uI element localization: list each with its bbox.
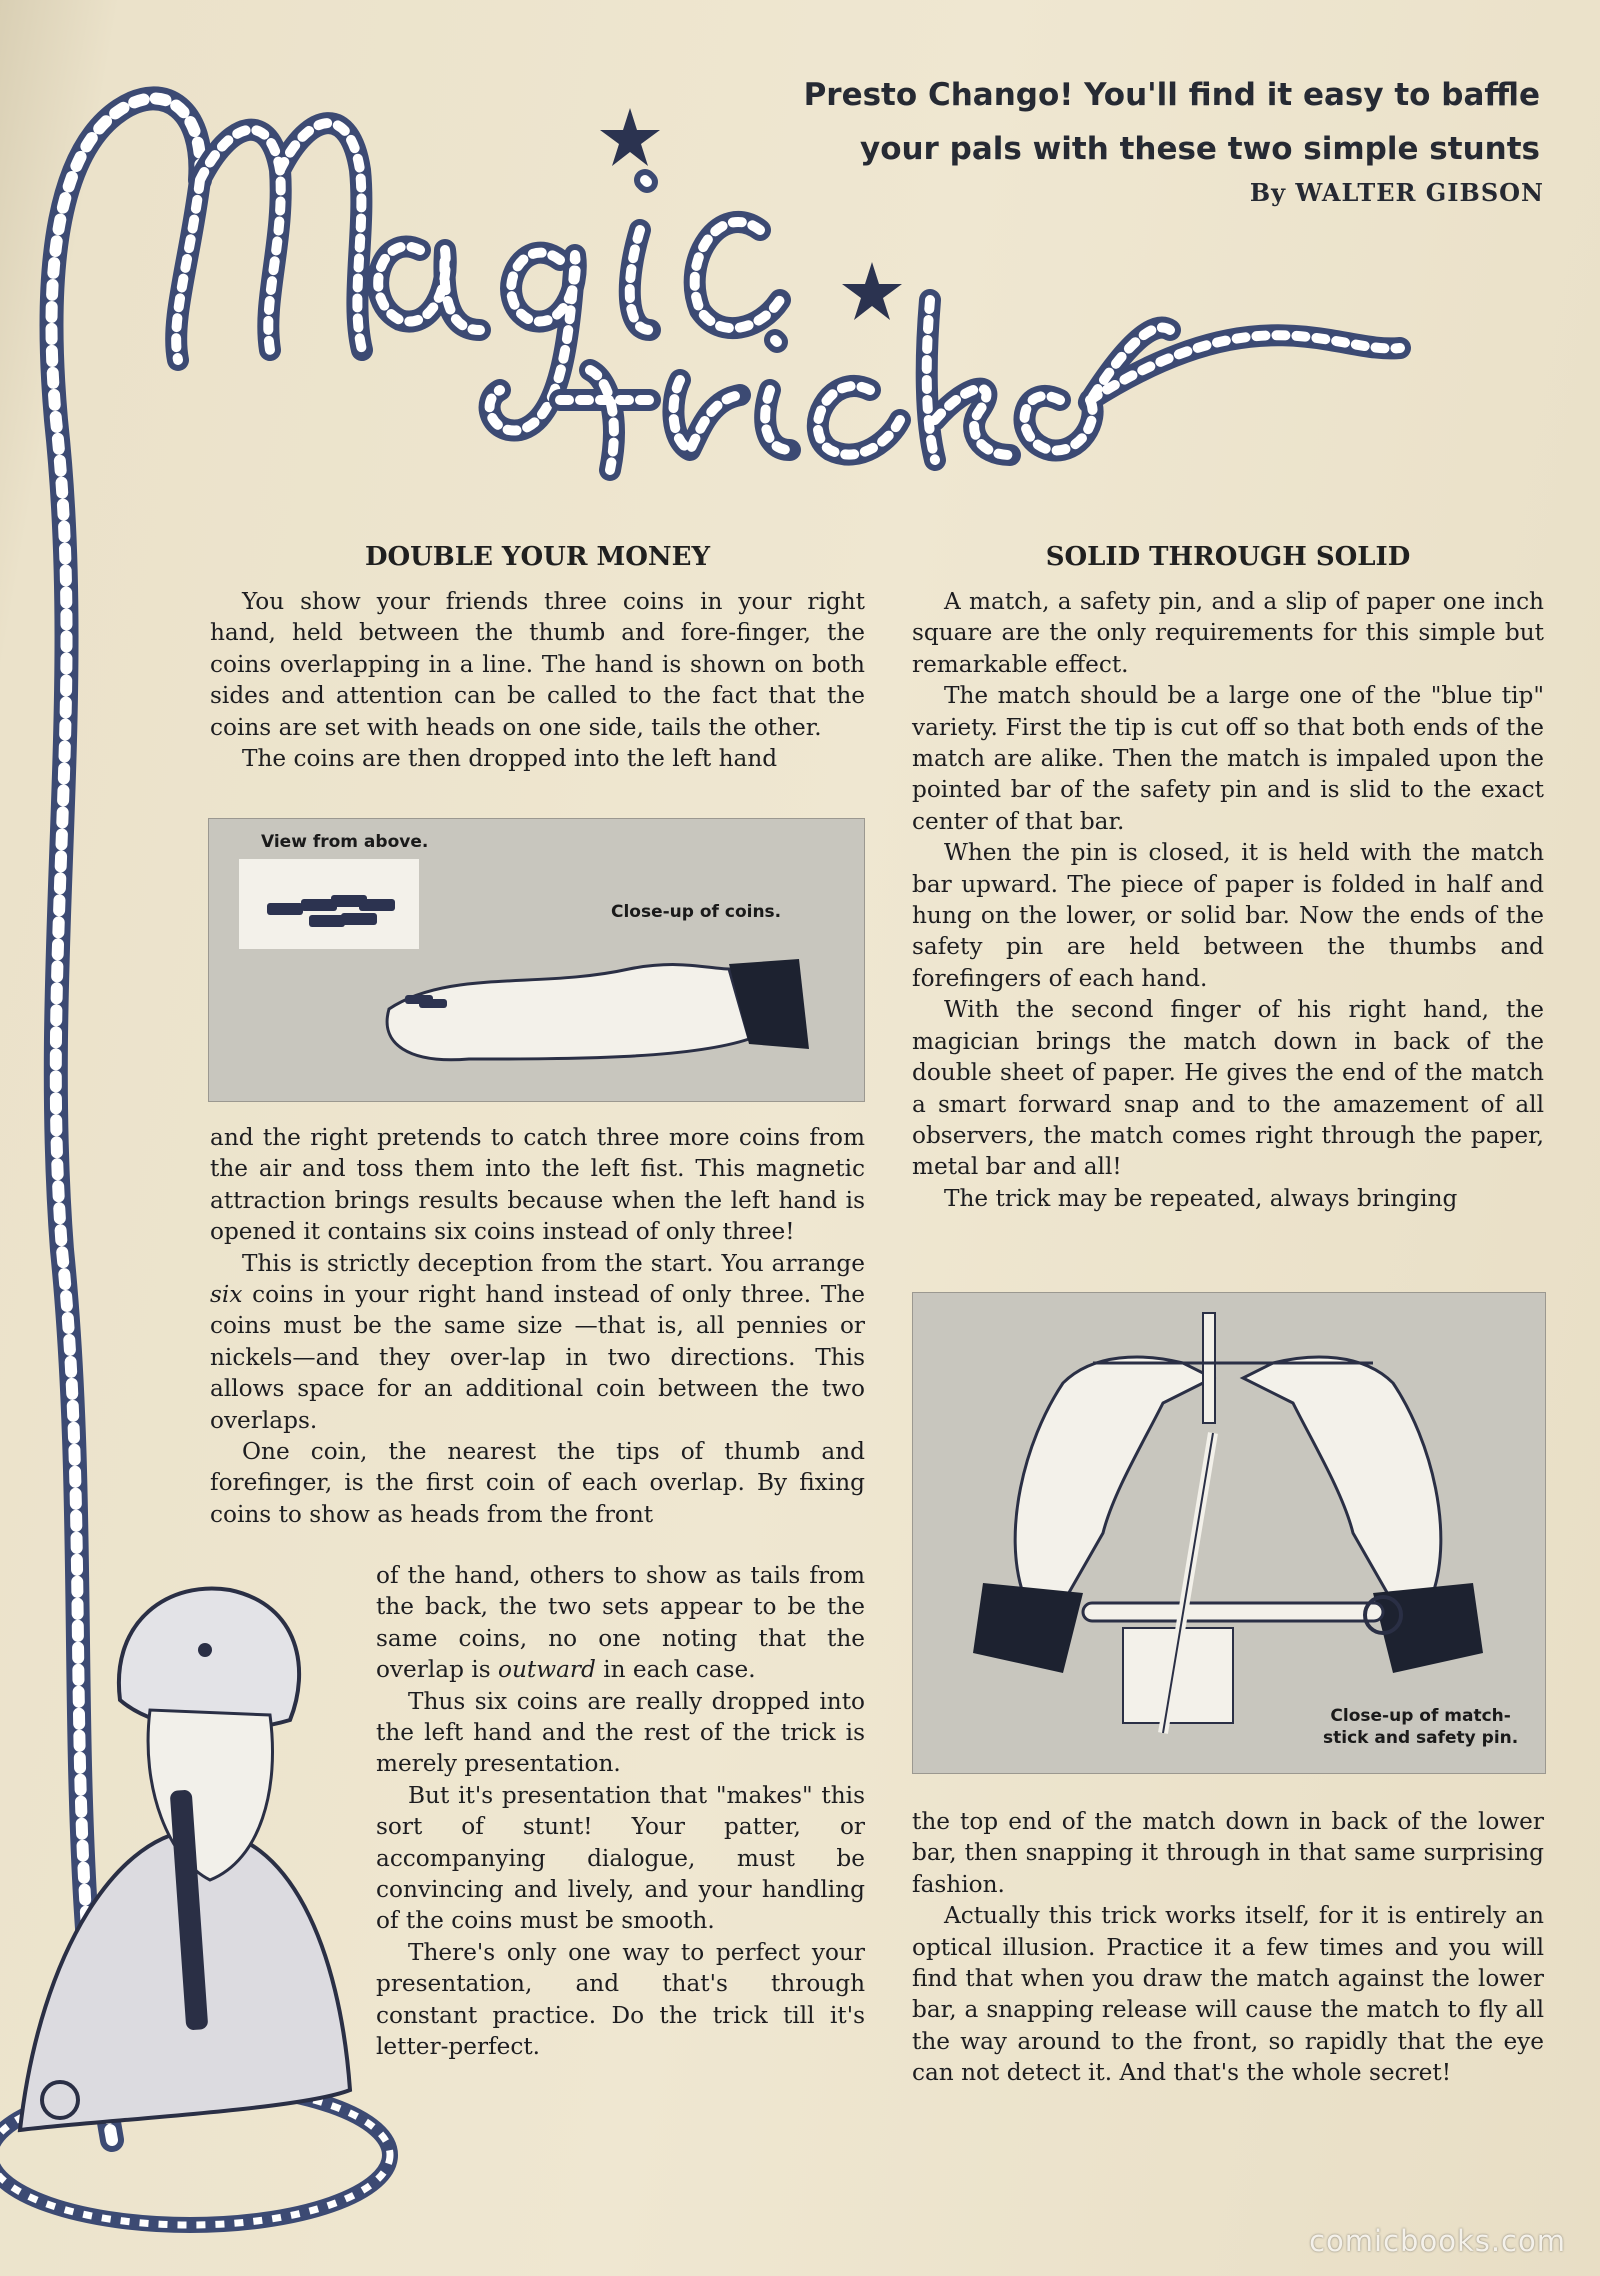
paragraph: [376, 1560, 865, 1686]
paragraph: The coins are then dropped into the left hand: [242, 745, 778, 773]
star-icon: [842, 262, 902, 320]
right-text-bottom: [912, 1806, 1544, 2089]
right-text-top: [912, 586, 1544, 1214]
text-run: This is strictly deception from the start. You arrange: [242, 1249, 865, 1277]
figure-label-view: View from above.: [261, 832, 429, 852]
text-run: of the hand, others to show as tails from the back, the two sets appear to be the same coins, no one noting that the overlap is: [376, 1562, 865, 1684]
text-run: in each case.: [595, 1656, 756, 1684]
text-run-italic: outward: [498, 1656, 596, 1684]
tagline-line-2: your pals with these two simple stunts: [859, 131, 1540, 167]
heading-solid-through-solid: SOLID THROUGH SOLID: [1045, 542, 1411, 572]
paragraph: the top end of the match down in back of the lower bar, then snapping it through in that same surprising fashion.: [912, 1808, 1544, 1898]
figure-label-pin-line-1: Close-up of match-: [1330, 1706, 1511, 1726]
paragraph: When the pin is closed, it is held with the match bar upward. The piece of paper is folded in half and hung on the lower, or solid bar. Now the ends of the safety pin are held between the thumbs and forefingers of each hand.: [912, 839, 1544, 992]
figure-coins: [208, 818, 865, 1102]
paragraph: [210, 1248, 865, 1436]
paragraph: Actually this trick works itself, for it is entirely an optical illusion. Practice it a few times and you will find that when you draw the match against the lower bar, a snapping release will cause the match to fly all the way around to the front, so rapidly that the eye can not detect it. And that's the whole secret!: [912, 1902, 1544, 2087]
magician-illustration: [0, 1588, 390, 2225]
left-text-middle: [210, 1122, 865, 1530]
figure-label-pin-line-2: stick and safety pin.: [1323, 1728, 1519, 1748]
figure-label-pin: [1323, 1705, 1518, 1749]
figure-label-closeup: Close-up of coins.: [611, 902, 782, 922]
tagline: [760, 68, 1540, 176]
tagline-line-1: Presto Chango! You'll find it easy to baffle: [803, 77, 1540, 113]
paragraph: Thus six coins are really dropped into the left hand and the rest of the trick is merely presentation.: [376, 1687, 865, 1778]
star-icon: [600, 108, 660, 166]
paragraph: But it's presentation that "makes" this sort of stunt! Your patter, or accompanying dialogue, must be convincing and lively, and your handling of the coins must be smooth.: [376, 1781, 865, 1935]
paragraph: The trick may be repeated, always bringing: [944, 1184, 1458, 1212]
watermark: comicbooks.com: [1309, 2224, 1566, 2258]
heading-double-your-money: DOUBLE YOUR MONEY: [364, 542, 711, 572]
paragraph: A match, a safety pin, and a slip of paper one inch square are the only requirements for this simple but remarkable effect.: [912, 588, 1544, 678]
left-text-bottom: [376, 1560, 865, 2063]
text-run: coins in your right hand instead of only three. The coins must be the same size —that is, all pennies or nickels—and they over-lap in two directions. This allows space for an additional coin between the two overlaps.: [210, 1281, 865, 1434]
left-text-top: [210, 586, 865, 774]
paragraph: and the right pretends to catch three more coins from the air and toss them into the left fist. This magnetic attraction brings results because when the left hand is opened it contains six coins instead of only three!: [210, 1124, 865, 1246]
text-run-italic: six: [210, 1281, 243, 1309]
paragraph: There's only one way to perfect your presentation, and that's through constant practice. Do the trick till it's letter-perfect.: [376, 1938, 865, 2061]
paragraph: You show your friends three coins in your right hand, held between the thumb and fore-finger, the coins overlapping in a line. The hand is shown on both sides and attention can be called to the fact that the coins are set with heads on one side, tails the other.: [210, 588, 865, 741]
pin-hands-drawing: [913, 1293, 1545, 1773]
paragraph: With the second finger of his right hand, the magician brings the match down in back of the double sheet of paper. He gives the end of the match a smart forward snap and to the amazement of all observers, the match comes right through the paper, metal bar and all!: [912, 996, 1544, 1181]
coin-hand-drawing: [209, 819, 864, 1101]
byline: By WALTER GIBSON: [1249, 178, 1544, 207]
figure-safety-pin: [912, 1292, 1546, 1774]
paragraph: One coin, the nearest the tips of thumb and forefinger, is the first coin of each overlap. By fixing coins to show as heads from the front: [210, 1438, 865, 1528]
paragraph: The match should be a large one of the "blue tip" variety. First the tip is cut off so that both ends of the match are alike. Then the match is impaled upon the pointed bar of the safety pin and is slid to the exact center of that bar.: [912, 682, 1544, 835]
rope-logo-tricks: [560, 300, 1400, 470]
